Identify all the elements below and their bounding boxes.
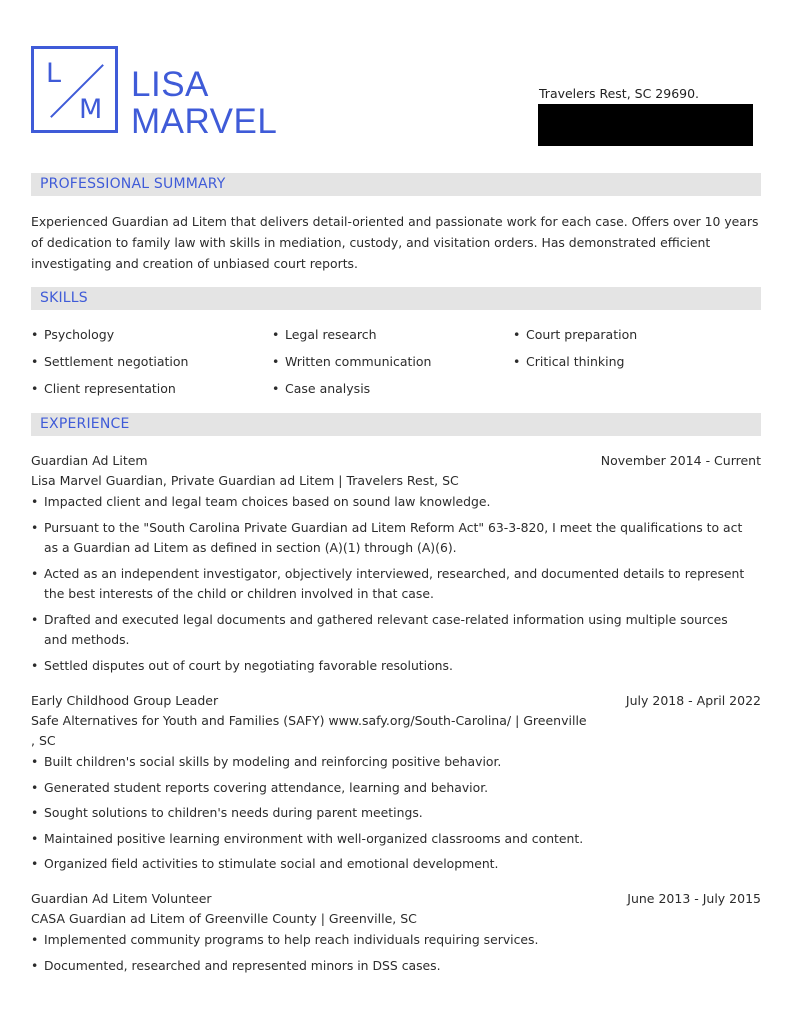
job-bullet: • Drafted and executed legal documents and gathered relevant case-related information using multiple sources and methods.	[31, 610, 753, 651]
monogram-last-initial: M	[79, 94, 103, 125]
skill-item: • Client representation	[31, 380, 188, 407]
job-bullets	[31, 752, 753, 880]
skills-column-1	[31, 326, 188, 407]
job-bullet: • Acted as an independent investigator, objectively interviewed, researched, and documented details to represent the best interests of the child or children involved in that case.	[31, 564, 753, 605]
job-bullet: • Sought solutions to children's needs during parent meetings.	[31, 803, 753, 824]
section-header-summary	[31, 173, 761, 196]
job-bullet: • Generated student reports covering attendance, learning and behavior.	[31, 778, 753, 799]
job-title: Early Childhood Group Leader	[31, 693, 219, 708]
job-bullets	[31, 930, 753, 981]
job-bullet: • Organized field activities to stimulate social and emotional development.	[31, 854, 753, 875]
job-title: Guardian Ad Litem Volunteer	[31, 891, 212, 906]
section-title-summary: PROFESSIONAL SUMMARY	[40, 176, 226, 192]
job-bullet: • Documented, researched and represented minors in DSS cases.	[31, 956, 753, 977]
section-header-experience	[31, 413, 761, 436]
job-dates: November 2014 - Current	[600, 453, 761, 468]
candidate-name	[131, 66, 277, 140]
job-bullet: • Settled disputes out of court by negotiating favorable resolutions.	[31, 656, 753, 677]
section-title-experience: EXPERIENCE	[40, 416, 130, 432]
skill-item: • Legal research	[272, 326, 431, 353]
job-bullet: • Implemented community programs to help reach individuals requiring services.	[31, 930, 753, 951]
summary-text: Experienced Guardian ad Litem that delivers detail-oriented and passionate work for each case. Offers over 10 years of dedication to family law with skills in mediation, custody, and visitation orders. Has demonstrated efficient investigating and creation of unbiased court reports.	[31, 214, 759, 271]
job-bullets	[31, 492, 753, 681]
job-organization: Lisa Marvel Guardian, Private Guardian ad Litem | Travelers Rest, SC	[31, 473, 459, 488]
contact-location: Travelers Rest, SC 29690.	[539, 86, 700, 101]
section-title-skills: SKILLS	[40, 290, 88, 306]
skill-item: • Case analysis	[272, 380, 431, 407]
job-title: Guardian Ad Litem	[31, 453, 148, 468]
job-organization: CASA Guardian ad Litem of Greenville County | Greenville, SC	[31, 911, 417, 926]
skill-item: • Critical thinking	[513, 353, 637, 380]
skill-item: • Written communication	[272, 353, 431, 380]
skill-item: • Settlement negotiation	[31, 353, 188, 380]
name-first: LISA	[131, 65, 209, 104]
job-bullet: • Impacted client and legal team choices based on sound law knowledge.	[31, 492, 753, 513]
monogram-logo	[31, 46, 118, 133]
skills-column-2	[272, 326, 431, 407]
job-bullet: • Pursuant to the "South Carolina Private Guardian ad Litem Reform Act" 63-3-820, I meet the qualifications to act as a Guardian ad Litem as defined in section (A)(1) through (A)(6).	[31, 518, 753, 559]
section-header-skills	[31, 287, 761, 310]
skill-item: • Psychology	[31, 326, 188, 353]
job-dates: June 2013 - July 2015	[627, 891, 761, 906]
job-bullet: • Built children's social skills by modeling and reinforcing positive behavior.	[31, 752, 753, 773]
skill-item: • Court preparation	[513, 326, 637, 353]
skills-column-3	[513, 326, 637, 380]
name-last: MARVEL	[131, 102, 278, 141]
monogram-first-initial: L	[46, 58, 62, 89]
job-dates: July 2018 - April 2022	[625, 693, 761, 708]
redacted-contact-block	[538, 104, 753, 146]
job-bullet: • Maintained positive learning environment with well-organized classrooms and content.	[31, 829, 753, 850]
job-organization: Safe Alternatives for Youth and Families (SAFY) www.safy.org/South-Carolina/ | Greenville , SC	[31, 713, 587, 748]
